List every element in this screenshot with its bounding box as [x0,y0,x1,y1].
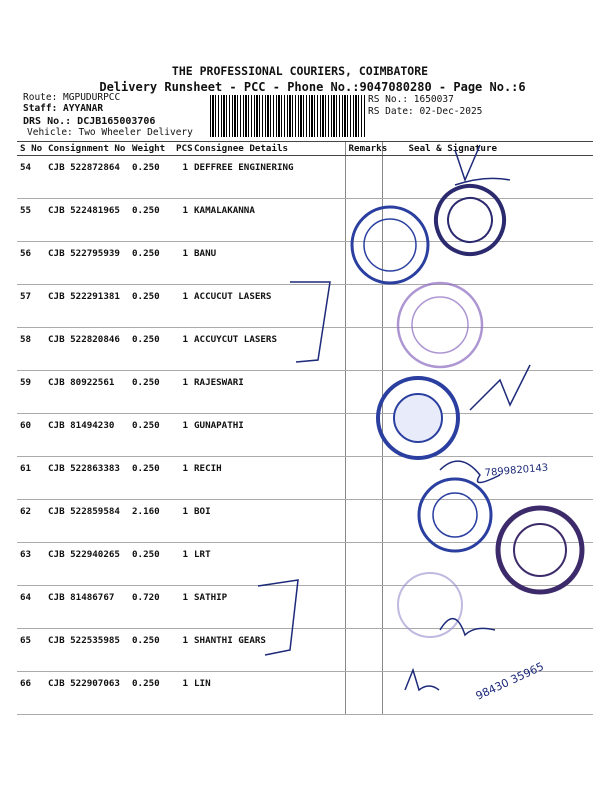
cell-consignment: CJB 522291381 [45,285,129,328]
cell-consignee: LIN [191,672,345,715]
header-consignee: Consignee Details [191,142,345,156]
signature-row66 [405,670,439,690]
cell-weight: 0.250 [129,457,173,500]
runsheet-subtitle: Delivery Runsheet - PCC - Phone No.:9047080280 - Page No.:6 [99,80,526,94]
signature-row54 [455,145,510,185]
cell-consignment: CJB 81494230 [45,414,129,457]
cell-consignment: CJB 522907063 [45,672,129,715]
cell-weight: 0.250 [129,414,173,457]
cell-weight: 0.250 [129,672,173,715]
cell-weight: 0.250 [129,242,173,285]
cell-consignment: CJB 522795939 [45,242,129,285]
cell-pcs: 1 [173,199,191,242]
cell-consignee: KAMALAKANNA [191,199,345,242]
cell-consignment: CJB 522863383 [45,457,129,500]
cell-sno: 61 [17,457,45,500]
cell-pcs: 1 [173,543,191,586]
cell-sno: 65 [17,629,45,672]
company-title: THE PROFESSIONAL COURIERS, COIMBATORE [171,64,429,78]
header-weight: Weight [129,142,173,156]
bracket-mark-1 [290,282,330,362]
cell-consignment: CJB 522820846 [45,328,129,371]
cell-weight: 0.250 [129,156,173,199]
cell-sno: 57 [17,285,45,328]
cell-weight: 2.160 [129,500,173,543]
drs-number: DRS No.: DCJB165003706 [23,116,156,127]
cell-consignee: SHANTHI GEARS [191,629,345,672]
staff-label: Staff: AYYANAR [23,103,104,114]
cell-pcs: 1 [173,672,191,715]
handwritten-phone-1: 7899820143 [484,462,549,479]
signature-row65 [440,619,495,635]
bracket-mark-2 [258,580,298,655]
stamp-accucut [398,283,482,367]
cell-weight: 0.250 [129,629,173,672]
cell-consignment: CJB 81486767 [45,586,129,629]
rs-date: RS Date: 02-Dec-2025 [368,106,483,117]
cell-sno: 54 [17,156,45,199]
cell-consignment: CJB 522859584 [45,500,129,543]
cell-sno: 62 [17,500,45,543]
cell-weight: 0.720 [129,586,173,629]
header-sno: S No [17,142,45,156]
header-remarks: Remarks [345,142,382,156]
cell-consignee: SATHIP [191,586,345,629]
header-pcs: PCS [173,142,191,156]
cell-pcs: 1 [173,629,191,672]
cell-consignment: CJB 522535985 [45,629,129,672]
cell-consignment: CJB 522481965 [45,199,129,242]
cell-pcs: 1 [173,328,191,371]
stamp-faint [398,573,462,637]
cell-pcs: 1 [173,500,191,543]
signature-row59 [470,365,530,410]
cell-consignee: BANU [191,242,345,285]
cell-consignment: CJB 522940265 [45,543,129,586]
cell-pcs: 1 [173,457,191,500]
cell-weight: 0.250 [129,543,173,586]
cell-consignee: ACCUCUT LASERS [191,285,345,328]
cell-pcs: 1 [173,414,191,457]
rs-number: RS No.: 1650037 [368,94,454,105]
cell-sno: 64 [17,586,45,629]
header-seal: Seal & Signature [382,142,593,156]
cell-pcs: 1 [173,156,191,199]
header-consignment: Consignment No [45,142,129,156]
cell-consignee: BOI [191,500,345,543]
cell-weight: 0.250 [129,328,173,371]
cell-sno: 56 [17,242,45,285]
handwritten-phone-2: 98430 35965 [473,659,546,703]
cell-sno: 55 [17,199,45,242]
cell-consignee: DEFFREE ENGINERING [191,156,345,199]
cell-pcs: 1 [173,586,191,629]
cell-consignment: CJB 522872864 [45,156,129,199]
cell-weight: 0.250 [129,371,173,414]
cell-sno: 59 [17,371,45,414]
cell-weight: 0.250 [129,199,173,242]
vehicle-label: Vehicle: Two Wheeler Delivery [27,127,193,138]
stamp-venkateswara [378,378,458,458]
cell-pcs: 1 [173,371,191,414]
cell-consignee: RAJESWARI [191,371,345,414]
stamp-travellers [498,508,582,592]
cell-sno: 60 [17,414,45,457]
cell-sno: 63 [17,543,45,586]
stamp-calibrated [352,207,428,283]
cell-consignee: GUNAPATHI [191,414,345,457]
cell-consignee: ACCUYCUT LASERS [191,328,345,371]
cell-pcs: 1 [173,285,191,328]
stamp-bank [419,479,491,551]
route-label: Route: MGPUDURPCC [23,92,121,103]
cell-sno: 66 [17,672,45,715]
cell-consignee: LRT [191,543,345,586]
stamp-tools [425,175,515,265]
cell-consignment: CJB 80922561 [45,371,129,414]
cell-sno: 58 [17,328,45,371]
cell-weight: 0.250 [129,285,173,328]
cell-consignee: RECIH [191,457,345,500]
cell-pcs: 1 [173,242,191,285]
